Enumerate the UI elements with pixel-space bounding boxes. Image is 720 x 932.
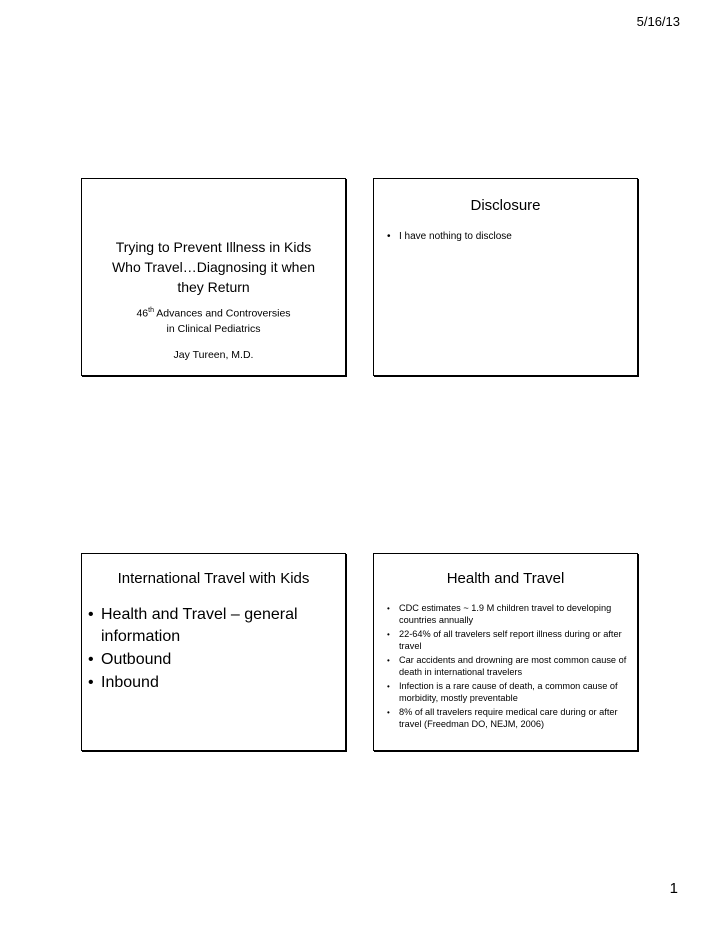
bullet-glyph: • [88, 651, 94, 668]
bullet-text: Health and Travel – general information [101, 606, 298, 645]
presentation-title [82, 237, 345, 297]
bullet-list [387, 603, 627, 733]
subtitle-line: in Clinical Pediatrics [166, 322, 261, 335]
title-block [82, 237, 345, 365]
slide-heading: International Travel with Kids [117, 570, 310, 587]
bullet-item [387, 603, 627, 626]
bullet-text: Infection is a rare cause of death, a common cause of morbidity, mostly preventable [399, 681, 618, 703]
bullet-item [88, 672, 337, 694]
bullet-glyph: • [88, 674, 94, 691]
bullet-glyph: • [387, 630, 390, 639]
page-number: 1 [669, 880, 678, 897]
bullet-glyph: • [387, 231, 391, 242]
slide-heading: Health and Travel [446, 570, 565, 587]
page-date: 5/16/13 [636, 14, 680, 29]
bullet-text: CDC estimates ~ 1.9 M children travel to developing countries annually [399, 603, 612, 625]
subtitle-rest: Advances and Controversies [153, 307, 291, 320]
subtitle-number: 46 [136, 307, 149, 320]
bullet-item [387, 707, 627, 730]
bullet-glyph: • [387, 604, 390, 613]
bullet-item [387, 655, 627, 678]
bullet-text: Car accidents and drowning are most common cause of death in international travelers [399, 655, 627, 677]
author: Jay Tureen, M.D. [173, 348, 254, 361]
subtitle-ordinal: th [148, 307, 154, 314]
bullet-list [88, 604, 337, 695]
bullet-text: 22-64% of all travelers self report illness during or after travel [399, 629, 622, 651]
bullet-glyph: • [387, 682, 390, 691]
bullet-text: Inbound [101, 674, 159, 691]
subtitle-line [82, 303, 345, 322]
bullet-list [387, 231, 629, 243]
bullet-item [88, 649, 337, 671]
title-line: Trying to Prevent Illness in Kids [115, 239, 312, 255]
bullet-glyph: • [88, 606, 94, 623]
bullet-item [387, 231, 629, 243]
bullet-text: I have nothing to disclose [399, 231, 512, 242]
bullet-item [387, 681, 627, 704]
conference-subtitle [82, 303, 345, 337]
slide-title-slide [81, 178, 346, 376]
bullet-text: 8% of all travelers require medical care during or after travel (Freedman DO, NEJM, 2006) [399, 707, 618, 729]
title-line: they Return [177, 279, 250, 295]
slide-international-travel [81, 553, 346, 751]
slide-heading: Disclosure [470, 197, 541, 214]
bullet-item [387, 629, 627, 652]
bullet-glyph: • [387, 708, 390, 717]
bullet-text: Outbound [101, 651, 172, 668]
bullet-glyph: • [387, 656, 390, 665]
title-line: Who Travel…Diagnosing it when [111, 259, 316, 275]
bullet-item [88, 604, 337, 648]
slide-disclosure [373, 178, 638, 376]
slide-health-and-travel [373, 553, 638, 751]
